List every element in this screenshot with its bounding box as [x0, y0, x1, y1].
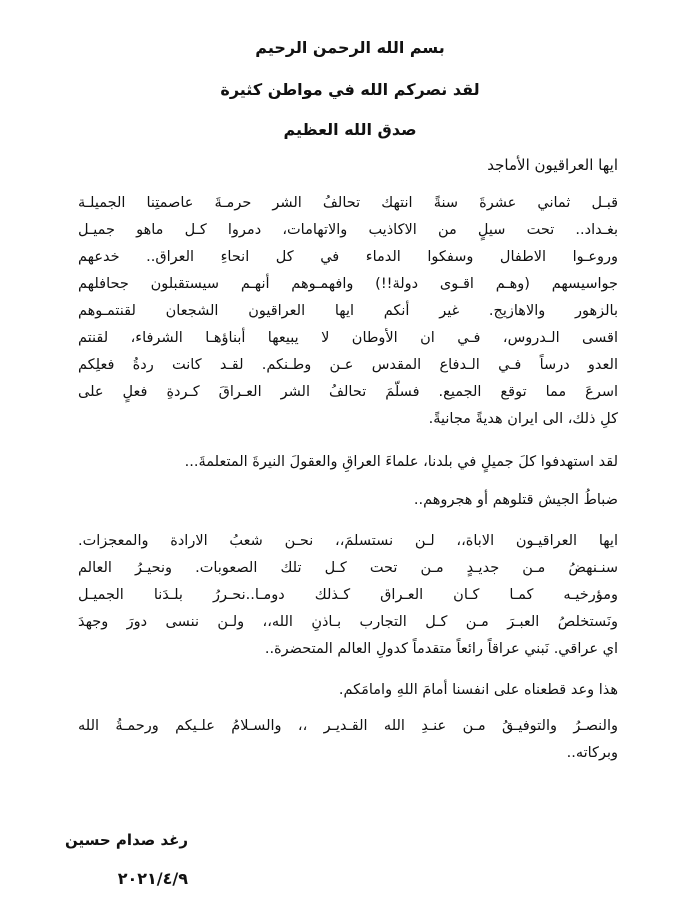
- paragraph-line: هذا وعد قطعناه على انفسنا أمامَ اللهِ وامامَكم.: [338, 682, 618, 698]
- paragraph-line: ونَستخلصُ العبـرَ مـن كـل التجارب بـاذنِ الله،، ولـن ننسى دورَ وجهدَ: [78, 614, 618, 630]
- paragraph-3: [78, 487, 618, 514]
- paragraph-6: [78, 713, 618, 767]
- paragraph-5: [78, 677, 618, 704]
- paragraph-line: ايها العراقيـون الاباة،، لـن نستسلمَ،، نحـن شعبُ الارادة والمعجزات.: [78, 533, 618, 549]
- signature-date: ٢٠٢١/٤/٩: [117, 869, 188, 888]
- paragraph-line: سنـنهضُ مـن جديـدٍ مـن تحت كـل تلك الصعوبات. ونحيـرُ العالم: [78, 560, 618, 576]
- paragraph-line: ومؤرخيـه كمـا كـان العـراق كـذلك دومـا..نحـررُ بلـدَنا الجميـل: [78, 587, 618, 603]
- paragraph-4: [78, 528, 618, 663]
- paragraph-2: [78, 449, 618, 476]
- verse-closing: صدق الله العظيم: [283, 120, 417, 139]
- paragraph-line: وروعـوا الاطفال وسفكوا الدماء في كل انحاءِ العراق.. خدعهم: [78, 249, 618, 265]
- salutation: ايها العراقيون الأماجد: [487, 156, 618, 174]
- paragraph-line: جواسيسهم (وهـم اقـوى دولة!!) وافهمـوهم أنهـم سيستقبلون جحافلهم: [78, 276, 618, 292]
- paragraph-line: العدو درساً فـي الـدفاع المقدس عـن وطـنكم. لقـد كانت ردةُ فعلِكم: [78, 357, 618, 373]
- paragraph-line: وبركاته..: [566, 745, 618, 761]
- paragraph-line: اسرعَ مما توقع الجميع. فسلّمَ تحالفُ الشر العـراقَ كـردةِ فعلٍ على: [78, 384, 618, 400]
- paragraph-line: اي عراقي. نَبني عراقاً رائعاً متقدماً كدولِ العالم المتحضرة..: [264, 641, 618, 657]
- verse-heading: لقد نصركم الله في مواطن كثيرة: [220, 80, 480, 99]
- paragraph-line: بغـداد.. تحت سيلٍ من الاكاذيب والاتهامات، دمروا كـل ماهو جميـل: [78, 222, 618, 238]
- paragraph-line: ضباطُ الجيش قتلوهم أو هجروهم..: [413, 492, 618, 508]
- paragraph-1: [78, 190, 618, 433]
- paragraph-line: بالزهور والاهازيج. غير أنكم ايها العراقيون الشجعان لقنتمـوهم: [78, 303, 618, 319]
- paragraph-line: والنصـرُ والتوفيـقُ مـن عنـدِ الله القـديـر ،، والسـلامُ علـيكم ورحمـةُ الله: [78, 718, 618, 734]
- paragraph-line: اقسى الـدروس، فـي ان الأوطان لا يبيعها أبناؤهـا الشرفاء، لقنتم: [78, 330, 618, 346]
- signature-name: رغد صدام حسين: [65, 831, 188, 849]
- paragraph-line: لقد استهدفوا كلَ جميلٍ في بلدنا، علماءَ العراقِ والعقولَ النيرةَ المتعلمةَ...: [184, 454, 618, 470]
- paragraph-line: قبـل ثماني عشرةَ سنةً انتهك تحالفُ الشر حرمـةَ عاصمتِنا الجميلـة: [78, 195, 618, 211]
- paragraph-line: كلِ ذلك، الى ايران هديةً مجانيةً.: [428, 411, 618, 427]
- basmala-heading: بسم الله الرحمن الرحيم: [255, 38, 445, 57]
